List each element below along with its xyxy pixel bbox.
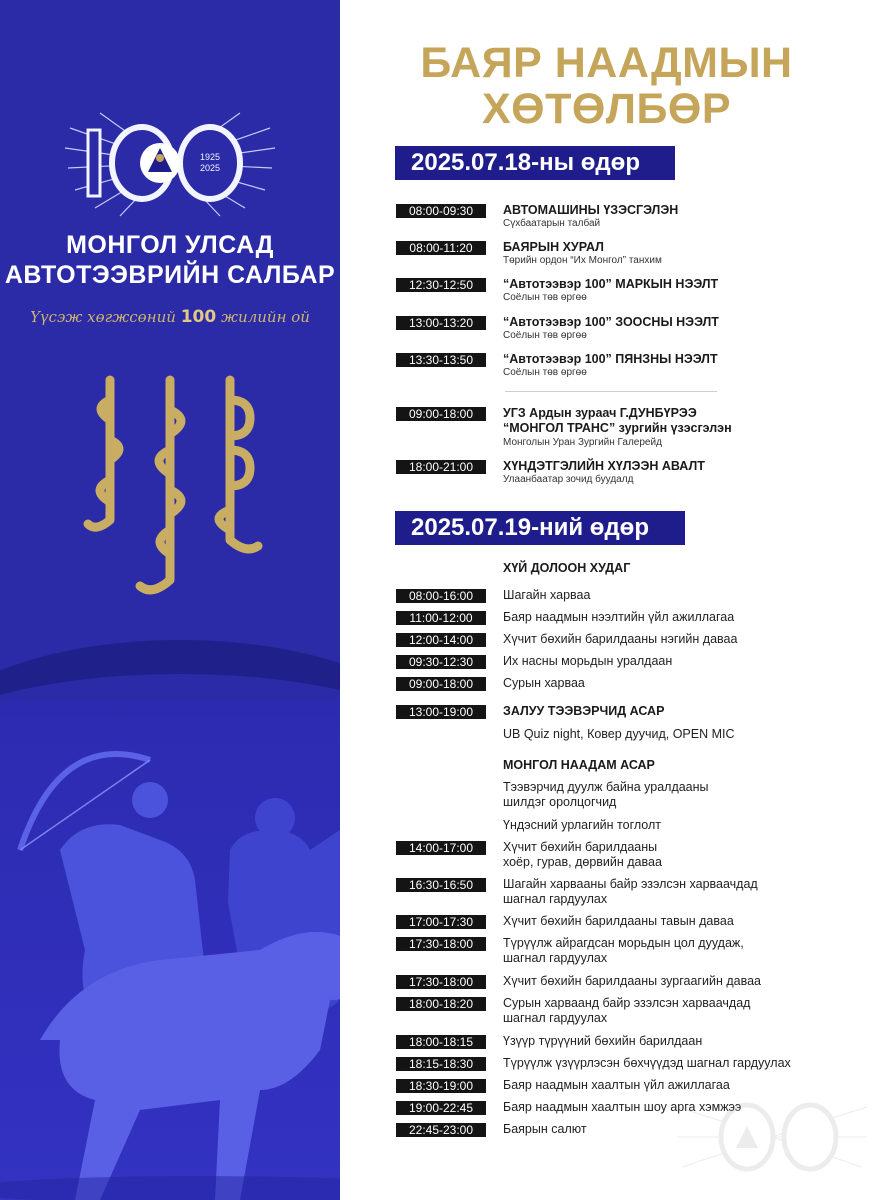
left-brand-panel bbox=[0, 0, 340, 1200]
event-time: 17:30-18:00 bbox=[396, 975, 486, 989]
event-text: Түрүүлж айрагдсан морьдын цол дуудаж, bbox=[503, 936, 744, 950]
event-text: Хүчит бөхийн барилдааны зургаагийн даваа bbox=[503, 974, 761, 988]
event-time: 08:00-11:20 bbox=[396, 241, 486, 255]
event-title: ХҮНДЭТГЭЛИЙН ХҮЛЭЭН АВАЛТ bbox=[503, 459, 705, 473]
venue-intro: Тээвэрчид дуулж байна уралдааны bbox=[503, 780, 709, 794]
venue-intro-line2: шилдэг оролцогчид bbox=[503, 795, 617, 809]
event-place: Төрийн ордон “Их Монгол” танхим bbox=[503, 255, 662, 266]
event-text: Шагайн харвааны байр эзэлсэн харваачдад bbox=[503, 877, 758, 891]
event-title: “Автотээвэр 100” ЗООСНЫ НЭЭЛТ bbox=[503, 315, 719, 329]
event-time: 18:00-21:00 bbox=[396, 460, 486, 474]
day1-date-banner: 2025.07.18-ны өдөр bbox=[395, 146, 675, 180]
event-title-line2: “МОНГОЛ ТРАНС” зургийн үзэсгэлэн bbox=[503, 421, 732, 435]
event-title: БАЯРЫН ХУРАЛ bbox=[503, 240, 604, 254]
event-time: 18:15-18:30 bbox=[396, 1057, 486, 1071]
event-text-line2: хоёр, гурав, дөрвийн даваа bbox=[503, 855, 662, 869]
event-text-line2: шагнал гардуулах bbox=[503, 951, 608, 965]
venue-description: UB Quiz night, Ковер дуучид, OPEN MIC bbox=[503, 727, 735, 741]
program-title-line1: БАЯР НААДМЫН bbox=[420, 39, 793, 87]
event-text: Шагайн харваа bbox=[503, 588, 591, 602]
event-text: Баярын салют bbox=[503, 1122, 587, 1136]
venue-heading: МОНГОЛ НААДАМ АСАР bbox=[503, 758, 655, 772]
event-text: Их насны морьдын уралдаан bbox=[503, 654, 673, 668]
event-place: Соёлын төв өргөө bbox=[503, 367, 587, 378]
event-text: Сурын харваанд байр эзэлсэн харваачдад bbox=[503, 996, 751, 1010]
event-time: 09:30-12:30 bbox=[396, 655, 486, 669]
event-time: 18:00-18:15 bbox=[396, 1035, 486, 1049]
event-text: Хүчит бөхийн барилдааны bbox=[503, 840, 658, 854]
venue-intro: Үндэсний урлагийн тоглолт bbox=[503, 818, 661, 832]
event-text: Сурын харваа bbox=[503, 676, 585, 690]
event-time: 09:00-18:00 bbox=[396, 677, 486, 691]
program-title bbox=[340, 40, 873, 132]
event-place: Сүхбаатарын талбай bbox=[503, 218, 601, 229]
event-time: 14:00-17:00 bbox=[396, 841, 486, 855]
event-text: Баяр наадмын нээлтийн үйл ажиллагаа bbox=[503, 610, 735, 624]
event-place: Улаанбаатар зочид буудалд bbox=[503, 474, 634, 485]
event-time: 22:45-23:00 bbox=[396, 1123, 486, 1137]
event-text: Хүчит бөхийн барилдааны тавын даваа bbox=[503, 914, 734, 928]
event-time: 08:00-16:00 bbox=[396, 589, 486, 603]
logo-year-end: 2025 bbox=[199, 163, 221, 173]
event-time: 13:00-13:20 bbox=[396, 316, 486, 330]
mongolian-script-art bbox=[70, 370, 270, 610]
event-place: Соёлын төв өргөө bbox=[503, 292, 587, 303]
event-time: 09:00-18:00 bbox=[396, 407, 486, 421]
event-time: 17:30-18:00 bbox=[396, 937, 486, 951]
branch-title-line2: АВТОТЭЭВРИЙН САЛБАР bbox=[4, 261, 336, 289]
watermark-logo-icon bbox=[672, 1082, 872, 1192]
slogan-number: 100 bbox=[180, 307, 217, 327]
section-divider bbox=[505, 391, 717, 392]
event-time: 13:00-19:00 bbox=[396, 705, 486, 719]
event-text-line2: шагнал гардуулах bbox=[503, 892, 608, 906]
event-time: 17:00-17:30 bbox=[396, 915, 486, 929]
event-title: “Автотээвэр 100” МАРКЫН НЭЭЛТ bbox=[503, 277, 719, 291]
slogan-pre: Үүсэж хөгжсөний bbox=[30, 308, 176, 326]
logo-year-start: 1925 bbox=[199, 152, 221, 162]
venue-heading: ЗАЛУУ ТЭЭВЭРЧИД АСАР bbox=[503, 704, 665, 718]
event-time: 16:30-16:50 bbox=[396, 878, 486, 892]
program-title-line2: ХӨТӨЛБӨР bbox=[481, 85, 732, 133]
event-text: Үзүүр түрүүний бөхийн барилдаан bbox=[503, 1034, 703, 1048]
event-time: 18:30-19:00 bbox=[396, 1079, 486, 1093]
archer-wrestler-horse-silhouettes bbox=[0, 740, 340, 1200]
event-time: 08:00-09:30 bbox=[396, 204, 486, 218]
event-time: 12:00-14:00 bbox=[396, 633, 486, 647]
event-time: 12:30-12:50 bbox=[396, 278, 486, 292]
event-title: АВТОМАШИНЫ ҮЗЭСГЭЛЭН bbox=[503, 203, 679, 217]
event-text: Түрүүлж үзүүрлэсэн бөхчүүдэд шагнал гардуулах bbox=[503, 1056, 791, 1070]
event-time: 13:30-13:50 bbox=[396, 353, 486, 367]
event-time: 11:00-12:00 bbox=[396, 611, 486, 625]
event-time: 19:00-22:45 bbox=[396, 1101, 486, 1115]
venue-heading: ХҮЙ ДОЛООН ХУДАГ bbox=[503, 561, 631, 575]
event-place: Монголын Уран Зургийн Галерейд bbox=[503, 437, 662, 448]
event-title: УГЗ Ардын зураач Г.ДУНБҮРЭЭ bbox=[503, 406, 697, 420]
anniversary-100-logo bbox=[60, 108, 280, 218]
event-title: “Автотээвэр 100” ПЯНЗНЫ НЭЭЛТ bbox=[503, 352, 718, 366]
event-time: 18:00-18:20 bbox=[396, 997, 486, 1011]
event-text-line2: шагнал гардуулах bbox=[503, 1011, 608, 1025]
event-text: Хүчит бөхийн барилдааны нэгийн даваа bbox=[503, 632, 738, 646]
event-place: Соёлын төв өргөө bbox=[503, 330, 587, 341]
day2-date-banner: 2025.07.19-ний өдөр bbox=[395, 511, 685, 545]
event-text: Баяр наадмын хаалтын үйл ажиллагаа bbox=[503, 1078, 730, 1092]
branch-title-line1: МОНГОЛ УЛСАД bbox=[66, 231, 274, 259]
branch-title bbox=[0, 230, 340, 290]
anniversary-slogan bbox=[0, 307, 340, 327]
slogan-post: жилийн ой bbox=[220, 308, 310, 326]
event-text: Баяр наадмын хаалтын шоу арга хэмжээ bbox=[503, 1100, 742, 1114]
